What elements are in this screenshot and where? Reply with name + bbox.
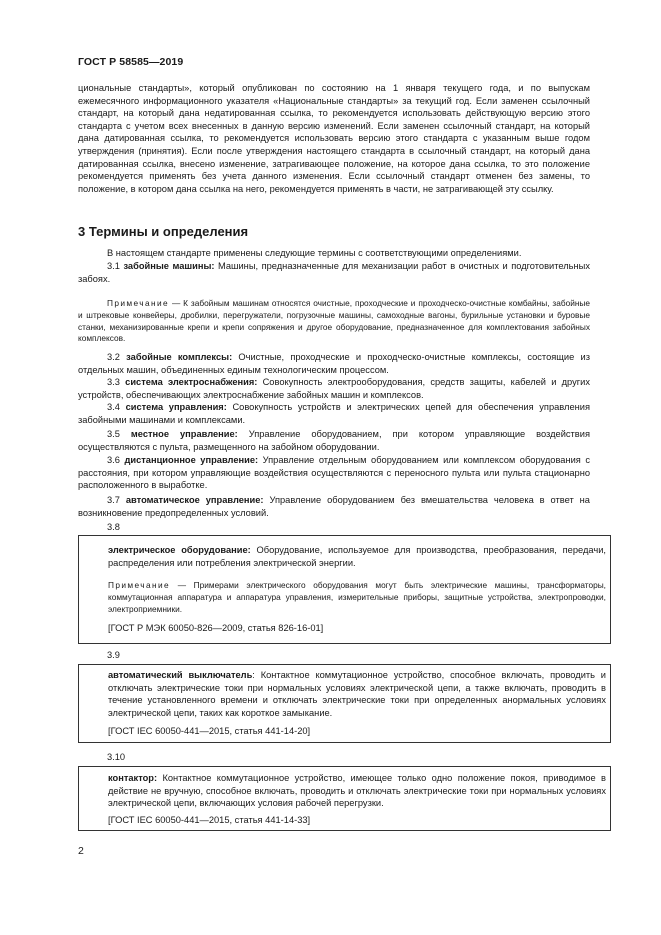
term-number: 3.1 (107, 261, 120, 271)
term-number: 3.3 (107, 377, 120, 387)
term-definition: Управление оборудованием, при котором управляющие воздействия осуществляются с пульта, размещенного на забойном оборудовании. (78, 429, 590, 452)
term-definition: Машины, предназначенные для механизации работ в очистных и подготовительных забоях. (78, 261, 590, 284)
term-box-3-10 (78, 766, 611, 831)
term-name: электрическое оборудование: (108, 545, 251, 555)
note-text: — К забойным машинам относятся очистные, проходческие и проходческо-очистные комбайны, забойные и штрековые конвейеры, дробилки, перегружатели, погрузочные машины, самоходные вагоны, бурильные установки и буровые станки, механизированные крепи и крепи сопряжения и другое оборудование, предназначенное для комплектования забойных комплексов. (78, 298, 590, 344)
note-3-8 (108, 580, 606, 615)
term-definition: Управление отдельным оборудованием или комплексом оборудования с расстояния, при котором управляющие воздействия осуществляются с переносного пульта или пульта стационарно расположенного в выработке. (78, 455, 591, 491)
term-name: дистанционное управление: (124, 455, 259, 465)
term-number: 3.7 (107, 495, 120, 505)
term-name: система управления: (125, 402, 227, 412)
term-source: [ГОСТ IEC 60050-441—2015, статья 441-14-33] (108, 815, 311, 825)
term-name: забойные комплексы: (126, 352, 233, 362)
term-name: забойные машины: (123, 261, 215, 271)
term-3-9-definition (108, 669, 606, 719)
note-label: Примечание (108, 580, 171, 590)
term-definition: Оборудование, используемое для производства, преобразования, передачи, распределения или потребления электрической энергии. (108, 545, 606, 568)
term-3-3 (78, 376, 590, 401)
term-3-6 (78, 454, 590, 492)
term-definition: : Контактное коммутационное устройство, способное включать, проводить и отключать электрические токи при нормальных условиях электрической цепи, а также включать, проводить в течение установленного времени и отключать электрические токи при определенных анормальных условиях электрической цепи, таких как короткое замыкание. (108, 670, 606, 718)
term-3-8-definition (108, 544, 606, 569)
term-3-10-definition (108, 772, 606, 810)
term-3-7 (78, 494, 590, 519)
term-definition: Совокупность электрооборудования, средств защиты, кабелей и других устройств, обеспечивающих электроснабжение забойных машин и комплексов. (78, 377, 590, 400)
section-title: 3 Термины и определения (78, 224, 249, 239)
note-text: — Примерами электрического оборудования могут быть электрические машины, трансформаторы, коммутационная аппаратура и аппаратура управления, измерительные приборы, защитные устройства, электропроводки, электроприемники. (108, 580, 606, 614)
section-lead: В настоящем стандарте применены следующие термины с соответствующими определениями. (107, 248, 522, 258)
page-number: 2 (78, 845, 84, 857)
term-3-4 (78, 401, 590, 426)
term-3-2 (78, 351, 590, 376)
term-number: 3.4 (107, 402, 120, 412)
term-3-1 (78, 260, 590, 285)
term-3-5 (78, 428, 590, 453)
term-number: 3.6 (107, 455, 120, 465)
term-number-3-10: 3.10 (107, 752, 126, 762)
term-definition: Очистные, проходческие и проходческо-очистные комплексы, состоящие из отдельных машин, объединенных единым технологическим процессом. (78, 352, 590, 375)
note-3-1 (78, 298, 590, 345)
term-source: [ГОСТ Р МЭК 60050-826—2009, статья 826-16-01] (108, 623, 324, 633)
term-name: система электроснабжения: (125, 377, 258, 387)
document-header: ГОСТ Р 58585—2019 (78, 56, 184, 68)
term-number: 3.5 (107, 429, 120, 439)
note-label: Примечание (107, 298, 170, 308)
term-number: 3.2 (107, 352, 120, 362)
term-box-3-9 (78, 664, 611, 743)
term-number-3-9: 3.9 (107, 650, 120, 660)
intro-paragraph: циональные стандарты», который опубликован по состоянию на 1 января текущего года, и по выпускам ежемесячного информационного указателя «Национальные стандарты» за текущий год. Если заменен ссылочный стандарт, на который дана недатированная ссылка, то рекомендуется использовать действующую версию этого стандарта с учетом всех внесенных в данную версию изменений. Если заменен ссылочный стандарт, на который дана датированная ссылка, то рекомендуется использовать версию этого стандарта с указанным выше годом утверждения (принятия). Если после утверждения настоящего стандарта в ссылочный стандарт, на который дана датированная ссылка, внесено изменение, затрагивающее положение, на которое дана ссылка, то это положение рекомендуется применять без учета данного изменения. Если ссылочный стандарт отменен без замены, то положение, в котором дана ссылка на него, рекомендуется применять в части, не затрагивающей эту ссылку. (78, 83, 590, 194)
term-name: автоматическое управление: (125, 495, 264, 505)
term-definition: Совокупность устройств и электрических цепей для обеспечения управления забойными машинами и комплексами. (78, 402, 590, 425)
term-name: контактор: (108, 773, 158, 783)
term-name: автоматический выключатель (108, 670, 253, 680)
term-box-3-8 (78, 535, 611, 644)
term-number-3-8: 3.8 (107, 522, 120, 532)
term-definition: Управление оборудованием без вмешательства человека в ответ на возникновение предопределенных условий. (78, 495, 590, 518)
term-definition: Контактное коммутационное устройство, имеющее только одно положение покоя, приводимое в действие не вручную, способное включать, проводить и отключать электрические токи при нормальных условиях электрической цепи, включающих условия рабочей перегрузки. (108, 773, 606, 809)
term-name: местное управление: (130, 429, 238, 439)
term-source: [ГОСТ IEC 60050-441—2015, статья 441-14-20] (108, 726, 311, 736)
